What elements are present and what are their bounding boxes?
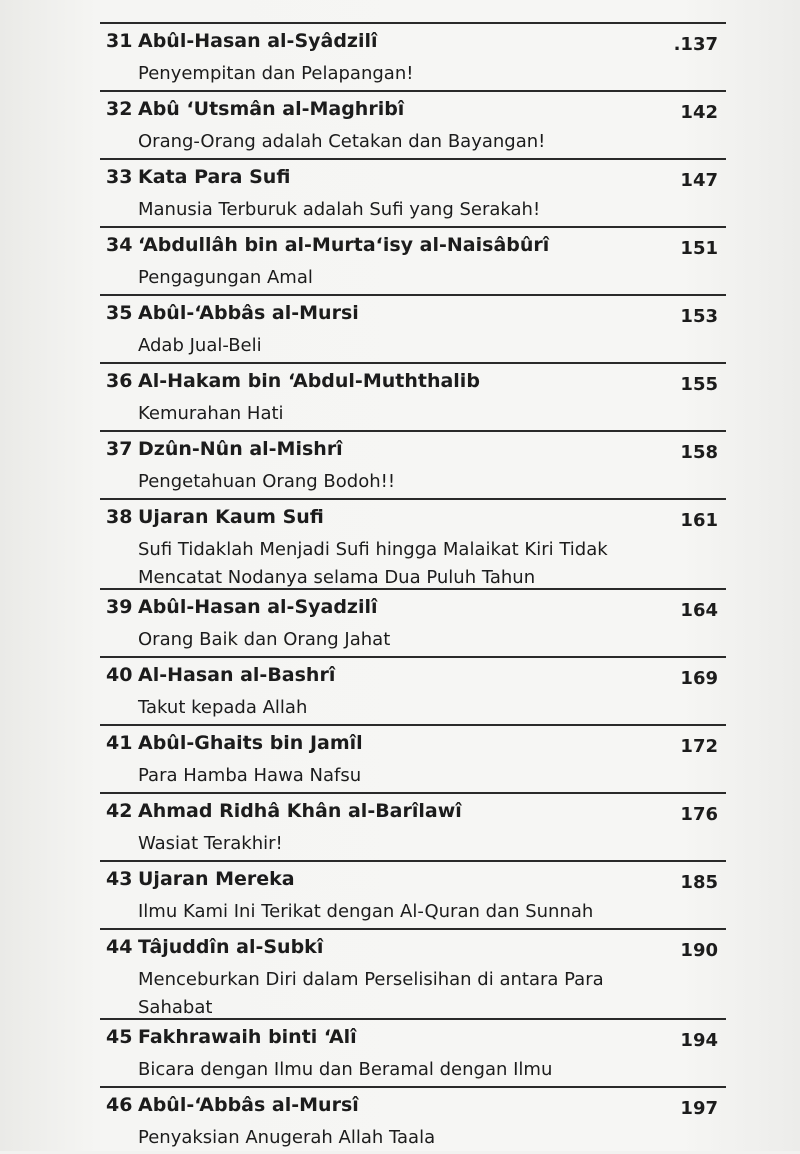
entry-page: 155 [680, 374, 718, 395]
toc-entry [100, 498, 726, 588]
entry-page: 169 [680, 668, 718, 689]
entry-title: Bicara dengan Ilmu dan Beramal dengan Ilmu [138, 1059, 553, 1080]
entry-author: Al-Hasan al-Bashrî [138, 664, 336, 686]
entry-number: 39 [106, 596, 133, 618]
entry-page: 176 [680, 804, 718, 825]
toc-entry [100, 724, 726, 792]
entry-title: Pengagungan Amal [138, 267, 313, 288]
entry-number: 43 [106, 868, 133, 890]
entry-title: Penyaksian Anugerah Allah Taala [138, 1127, 436, 1148]
entry-author: Abûl-‘Abbâs al-Mursi [138, 302, 359, 324]
entry-number: 33 [106, 166, 133, 188]
toc-entry [100, 158, 726, 226]
entry-page: 142 [680, 102, 718, 123]
entry-page: 151 [680, 238, 718, 259]
entry-number: 46 [106, 1094, 133, 1116]
entry-title: Takut kepada Allah [138, 697, 308, 718]
entry-title: Orang-Orang adalah Cetakan dan Bayangan! [138, 131, 546, 152]
entry-title: Orang Baik dan Orang Jahat [138, 629, 391, 650]
toc-entry [100, 430, 726, 498]
entry-number: 45 [106, 1026, 133, 1048]
entry-title: Ilmu Kami Ini Terikat dengan Al-Quran dan Sunnah [138, 901, 594, 922]
entry-number: 38 [106, 506, 133, 528]
entry-author: Tâjuddîn al-Subkî [138, 936, 324, 958]
entry-page: 197 [680, 1098, 718, 1119]
toc-entry [100, 860, 726, 928]
toc-entry [100, 1086, 726, 1154]
toc-entry [100, 294, 726, 362]
entry-page: 190 [680, 940, 718, 961]
entry-author: Ahmad Ridhâ Khân al-Barîlawî [138, 800, 462, 822]
entry-author: Ujaran Kaum Sufi [138, 506, 324, 528]
entry-author: Abûl-Hasan al-Syâdzilî [138, 30, 378, 52]
entry-page: 153 [680, 306, 718, 327]
entry-author: Fakhrawaih binti ‘Alî [138, 1026, 357, 1048]
entry-page: 185 [680, 872, 718, 893]
entry-title: Menceburkan Diri dalam Perselisihan di antara Para Sahabat [138, 969, 604, 1018]
entry-title: Manusia Terburuk adalah Sufi yang Serakah! [138, 199, 541, 220]
entry-number: 31 [106, 30, 133, 52]
entry-title: Para Hamba Hawa Nafsu [138, 765, 362, 786]
entry-number: 40 [106, 664, 133, 686]
toc-entry [100, 656, 726, 724]
entry-title: Pengetahuan Orang Bodoh!! [138, 471, 396, 492]
toc-entry [100, 22, 726, 90]
entry-author: Abûl-‘Abbâs al-Mursî [138, 1094, 359, 1116]
entry-author: Abûl-Ghaits bin Jamîl [138, 732, 363, 754]
entry-author: Kata Para Sufi [138, 166, 291, 188]
entry-title: Wasiat Terakhir! [138, 833, 283, 854]
entry-author: Ujaran Mereka [138, 868, 295, 890]
toc-entry [100, 588, 726, 656]
toc-entry [100, 362, 726, 430]
entry-title: Kemurahan Hati [138, 403, 284, 424]
entry-page: 164 [680, 600, 718, 621]
toc-entry [100, 928, 726, 1018]
entry-title: Adab Jual-Beli [138, 335, 262, 356]
entry-author: Al-Hakam bin ‘Abdul-Muththalib [138, 370, 480, 392]
entry-number: 35 [106, 302, 133, 324]
entry-number: 36 [106, 370, 133, 392]
entry-author: Abûl-Hasan al-Syadzilî [138, 596, 378, 618]
entry-page: 147 [680, 170, 718, 191]
toc-entry [100, 90, 726, 158]
entry-page: 172 [680, 736, 718, 757]
table-of-contents [100, 0, 726, 1148]
entry-number: 41 [106, 732, 133, 754]
entry-author: Dzûn-Nûn al-Mishrî [138, 438, 343, 460]
entry-title: Penyempitan dan Pelapangan! [138, 63, 414, 84]
toc-entry [100, 1018, 726, 1086]
toc-entry [100, 226, 726, 294]
toc-entry [100, 792, 726, 860]
entry-page: 158 [680, 442, 718, 463]
entry-page: 194 [680, 1030, 718, 1051]
entry-number: 32 [106, 98, 133, 120]
entry-author: Abû ‘Utsmân al-Maghribî [138, 98, 405, 120]
entry-number: 34 [106, 234, 133, 256]
entry-author: ‘Abdullâh bin al-Murta‘isy al-Naisâbûrî [138, 234, 550, 256]
entry-number: 44 [106, 936, 133, 958]
entry-title: Sufi Tidaklah Menjadi Sufi hingga Malaikat Kiri Tidak Mencatat Nodanya selama Dua Puluh Tahun [138, 539, 608, 588]
entry-number: 42 [106, 800, 133, 822]
entry-page: 161 [680, 510, 718, 531]
entry-number: 37 [106, 438, 133, 460]
entry-page: .137 [673, 34, 718, 55]
